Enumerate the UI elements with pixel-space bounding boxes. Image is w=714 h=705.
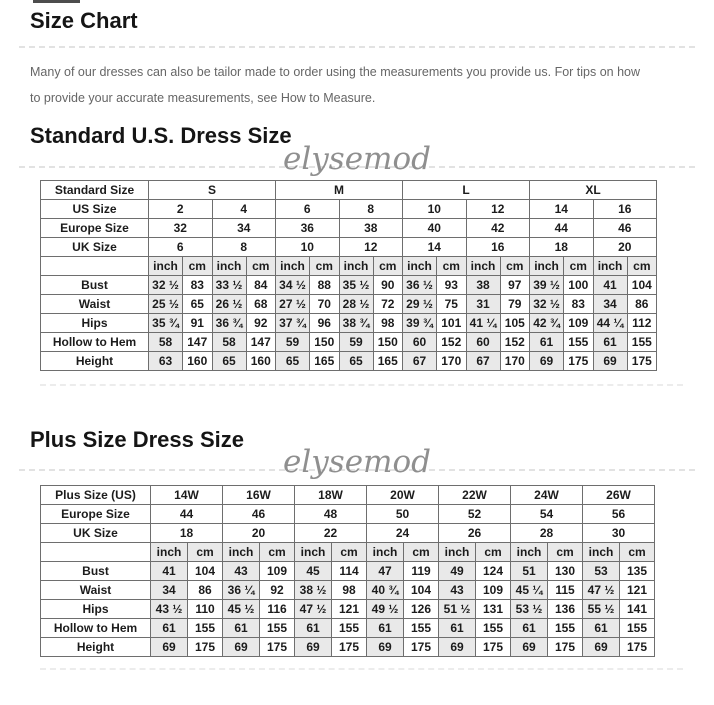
size-value-cell: 20 bbox=[593, 238, 657, 257]
plus-section-heading: Plus Size Dress Size bbox=[30, 427, 244, 452]
size-value-cell: 42 bbox=[466, 219, 530, 238]
unit-header-cell: cm bbox=[246, 257, 276, 276]
measure-value-cell: 101 bbox=[437, 314, 467, 333]
measure-value-cell: 88 bbox=[310, 276, 340, 295]
size-value-cell: 52 bbox=[439, 505, 511, 524]
unit-header-cell: cm bbox=[548, 543, 583, 562]
measure-value-cell: 26 ½ bbox=[212, 295, 246, 314]
standard-section-heading: Standard U.S. Dress Size bbox=[30, 123, 292, 148]
measure-value-cell: 55 ½ bbox=[583, 600, 620, 619]
measure-value-cell: 58 bbox=[149, 333, 183, 352]
empty-corner-cell bbox=[41, 543, 151, 562]
measure-value-cell: 83 bbox=[564, 295, 594, 314]
row-label-cell: Height bbox=[41, 638, 151, 657]
size-value-cell: 46 bbox=[593, 219, 657, 238]
size-value-cell: 38 bbox=[339, 219, 403, 238]
measure-value-cell: 116 bbox=[260, 600, 295, 619]
measure-value-cell: 155 bbox=[476, 619, 511, 638]
size-value-cell: 44 bbox=[151, 505, 223, 524]
measure-value-cell: 65 bbox=[339, 352, 373, 371]
measure-value-cell: 32 ½ bbox=[149, 276, 183, 295]
size-value-cell: 16 bbox=[466, 238, 530, 257]
unit-header-cell: inch bbox=[212, 257, 246, 276]
measure-row bbox=[41, 562, 655, 581]
page-title: Size Chart bbox=[30, 8, 138, 33]
unit-header-cell: inch bbox=[339, 257, 373, 276]
measure-value-cell: 36 ¾ bbox=[212, 314, 246, 333]
unit-header-cell: inch bbox=[439, 543, 476, 562]
measure-value-cell: 35 ¾ bbox=[149, 314, 183, 333]
intro-suffix: . bbox=[371, 91, 376, 105]
measure-value-cell: 69 bbox=[583, 638, 620, 657]
measure-value-cell: 45 ¼ bbox=[511, 581, 548, 600]
size-value-cell: 10 bbox=[276, 238, 340, 257]
size-row bbox=[41, 524, 655, 543]
unit-header-row bbox=[41, 257, 657, 276]
measure-value-cell: 112 bbox=[627, 314, 657, 333]
size-value-cell: 4 bbox=[212, 200, 276, 219]
measure-value-cell: 150 bbox=[310, 333, 340, 352]
measure-value-cell: 175 bbox=[188, 638, 223, 657]
measure-value-cell: 63 bbox=[149, 352, 183, 371]
unit-header-cell: cm bbox=[373, 257, 403, 276]
row-label-cell: Standard Size bbox=[41, 181, 149, 200]
measure-value-cell: 109 bbox=[260, 562, 295, 581]
measure-value-cell: 175 bbox=[476, 638, 511, 657]
row-label-cell: UK Size bbox=[41, 238, 149, 257]
measure-value-cell: 47 bbox=[367, 562, 404, 581]
measure-value-cell: 175 bbox=[332, 638, 367, 657]
measure-row bbox=[41, 600, 655, 619]
measure-value-cell: 86 bbox=[188, 581, 223, 600]
measure-value-cell: 90 bbox=[373, 276, 403, 295]
row-label-cell: Plus Size (US) bbox=[41, 486, 151, 505]
size-value-cell: 34 bbox=[212, 219, 276, 238]
size-value-cell: XL bbox=[530, 181, 657, 200]
size-value-cell: 24W bbox=[511, 486, 583, 505]
measure-value-cell: 68 bbox=[246, 295, 276, 314]
size-value-cell: 16 bbox=[593, 200, 657, 219]
measure-value-cell: 69 bbox=[367, 638, 404, 657]
measure-value-cell: 155 bbox=[548, 619, 583, 638]
measure-value-cell: 155 bbox=[627, 333, 657, 352]
unit-header-cell: cm bbox=[476, 543, 511, 562]
measure-value-cell: 28 ½ bbox=[339, 295, 373, 314]
measure-value-cell: 34 ½ bbox=[276, 276, 310, 295]
size-value-cell: 32 bbox=[149, 219, 213, 238]
size-value-cell: 26 bbox=[439, 524, 511, 543]
measure-value-cell: 31 bbox=[466, 295, 500, 314]
unit-header-cell: inch bbox=[151, 543, 188, 562]
size-value-cell: 36 bbox=[276, 219, 340, 238]
measure-value-cell: 152 bbox=[500, 333, 530, 352]
unit-header-cell: cm bbox=[627, 257, 657, 276]
divider bbox=[40, 668, 683, 670]
measure-value-cell: 175 bbox=[260, 638, 295, 657]
size-value-cell: 50 bbox=[367, 505, 439, 524]
measure-value-cell: 147 bbox=[183, 333, 213, 352]
measure-value-cell: 155 bbox=[404, 619, 439, 638]
measure-value-cell: 67 bbox=[403, 352, 437, 371]
measure-value-cell: 93 bbox=[437, 276, 467, 295]
measure-row bbox=[41, 352, 657, 371]
measure-value-cell: 39 ¾ bbox=[403, 314, 437, 333]
measure-value-cell: 165 bbox=[310, 352, 340, 371]
measure-row bbox=[41, 333, 657, 352]
unit-header-cell: cm bbox=[564, 257, 594, 276]
size-row bbox=[41, 181, 657, 200]
measure-value-cell: 36 ½ bbox=[403, 276, 437, 295]
measure-row bbox=[41, 638, 655, 657]
unit-header-cell: inch bbox=[223, 543, 260, 562]
measure-value-cell: 175 bbox=[564, 352, 594, 371]
measure-value-cell: 61 bbox=[367, 619, 404, 638]
size-value-cell: 22 bbox=[295, 524, 367, 543]
measure-value-cell: 60 bbox=[403, 333, 437, 352]
unit-header-cell: cm bbox=[620, 543, 655, 562]
size-value-cell: 24 bbox=[367, 524, 439, 543]
unit-header-cell: cm bbox=[404, 543, 439, 562]
measure-value-cell: 92 bbox=[246, 314, 276, 333]
size-value-cell: 30 bbox=[583, 524, 655, 543]
unit-header-cell: cm bbox=[310, 257, 340, 276]
measure-value-cell: 69 bbox=[511, 638, 548, 657]
measure-value-cell: 61 bbox=[583, 619, 620, 638]
size-value-cell: 56 bbox=[583, 505, 655, 524]
measure-value-cell: 60 bbox=[466, 333, 500, 352]
measure-value-cell: 43 bbox=[223, 562, 260, 581]
measure-value-cell: 44 ¼ bbox=[593, 314, 627, 333]
measure-value-cell: 69 bbox=[439, 638, 476, 657]
measure-value-cell: 147 bbox=[246, 333, 276, 352]
measure-value-cell: 53 bbox=[583, 562, 620, 581]
size-value-cell: 18 bbox=[151, 524, 223, 543]
measure-row bbox=[41, 314, 657, 333]
size-value-cell: 10 bbox=[403, 200, 467, 219]
measure-value-cell: 36 ¼ bbox=[223, 581, 260, 600]
size-value-cell: 8 bbox=[339, 200, 403, 219]
measure-value-cell: 155 bbox=[188, 619, 223, 638]
size-row bbox=[41, 219, 657, 238]
unit-header-cell: inch bbox=[403, 257, 437, 276]
measure-value-cell: 155 bbox=[332, 619, 367, 638]
measure-value-cell: 38 ¾ bbox=[339, 314, 373, 333]
size-value-cell: 2 bbox=[149, 200, 213, 219]
measure-value-cell: 69 bbox=[530, 352, 564, 371]
measure-value-cell: 115 bbox=[548, 581, 583, 600]
size-value-cell: 46 bbox=[223, 505, 295, 524]
measure-value-cell: 152 bbox=[437, 333, 467, 352]
unit-header-cell: inch bbox=[530, 257, 564, 276]
unit-header-cell: cm bbox=[332, 543, 367, 562]
unit-header-cell: cm bbox=[500, 257, 530, 276]
measure-value-cell: 40 ¾ bbox=[367, 581, 404, 600]
measure-value-cell: 42 ¾ bbox=[530, 314, 564, 333]
measure-value-cell: 75 bbox=[437, 295, 467, 314]
unit-header-cell: inch bbox=[149, 257, 183, 276]
measure-value-cell: 104 bbox=[627, 276, 657, 295]
divider bbox=[40, 384, 683, 386]
measure-value-cell: 104 bbox=[404, 581, 439, 600]
size-value-cell: 22W bbox=[439, 486, 511, 505]
measure-value-cell: 69 bbox=[151, 638, 188, 657]
size-row bbox=[41, 505, 655, 524]
measure-value-cell: 59 bbox=[276, 333, 310, 352]
plus-size-table bbox=[40, 485, 655, 657]
measure-value-cell: 39 ½ bbox=[530, 276, 564, 295]
measure-value-cell: 121 bbox=[332, 600, 367, 619]
measure-value-cell: 32 ½ bbox=[530, 295, 564, 314]
measure-value-cell: 84 bbox=[246, 276, 276, 295]
size-value-cell: 40 bbox=[403, 219, 467, 238]
row-label-cell: Hollow to Hem bbox=[41, 619, 151, 638]
measure-value-cell: 45 bbox=[295, 562, 332, 581]
row-label-cell: Bust bbox=[41, 276, 149, 295]
measure-value-cell: 59 bbox=[339, 333, 373, 352]
size-value-cell: 18 bbox=[530, 238, 594, 257]
measure-value-cell: 175 bbox=[620, 638, 655, 657]
unit-header-cell: inch bbox=[511, 543, 548, 562]
measure-value-cell: 175 bbox=[627, 352, 657, 371]
measure-value-cell: 105 bbox=[500, 314, 530, 333]
measure-value-cell: 104 bbox=[188, 562, 223, 581]
measure-value-cell: 109 bbox=[564, 314, 594, 333]
size-value-cell: L bbox=[403, 181, 530, 200]
measure-value-cell: 170 bbox=[500, 352, 530, 371]
measure-value-cell: 175 bbox=[404, 638, 439, 657]
measure-value-cell: 41 bbox=[593, 276, 627, 295]
measure-value-cell: 92 bbox=[260, 581, 295, 600]
measure-value-cell: 98 bbox=[373, 314, 403, 333]
intro-paragraph bbox=[30, 59, 652, 111]
measure-value-cell: 61 bbox=[511, 619, 548, 638]
unit-header-cell: cm bbox=[188, 543, 223, 562]
measure-value-cell: 67 bbox=[466, 352, 500, 371]
measure-value-cell: 38 ½ bbox=[295, 581, 332, 600]
measure-value-cell: 47 ½ bbox=[583, 581, 620, 600]
row-label-cell: Hips bbox=[41, 600, 151, 619]
measure-value-cell: 49 ½ bbox=[367, 600, 404, 619]
measure-value-cell: 150 bbox=[373, 333, 403, 352]
divider bbox=[19, 46, 695, 48]
measure-value-cell: 51 ½ bbox=[439, 600, 476, 619]
unit-header-cell: inch bbox=[593, 257, 627, 276]
measure-value-cell: 38 bbox=[466, 276, 500, 295]
row-label-cell: Waist bbox=[41, 581, 151, 600]
measure-value-cell: 131 bbox=[476, 600, 511, 619]
size-value-cell: 6 bbox=[276, 200, 340, 219]
size-value-cell: 14W bbox=[151, 486, 223, 505]
row-label-cell: Hips bbox=[41, 314, 149, 333]
measure-value-cell: 65 bbox=[183, 295, 213, 314]
measure-value-cell: 25 ½ bbox=[149, 295, 183, 314]
how-to-measure-link[interactable]: How to Measure bbox=[280, 91, 372, 105]
size-value-cell: 14 bbox=[530, 200, 594, 219]
measure-value-cell: 126 bbox=[404, 600, 439, 619]
measure-value-cell: 97 bbox=[500, 276, 530, 295]
measure-value-cell: 155 bbox=[564, 333, 594, 352]
size-value-cell: 12 bbox=[466, 200, 530, 219]
measure-value-cell: 79 bbox=[500, 295, 530, 314]
intro-text: Many of our dresses can also be tailor made to order using the measurements you provide us. For tips on how to provide your accurate measurements, see bbox=[30, 65, 641, 105]
size-row bbox=[41, 200, 657, 219]
size-value-cell: 6 bbox=[149, 238, 213, 257]
row-label-cell: Waist bbox=[41, 295, 149, 314]
measure-value-cell: 136 bbox=[548, 600, 583, 619]
measure-value-cell: 61 bbox=[530, 333, 564, 352]
size-value-cell: 26W bbox=[583, 486, 655, 505]
size-row bbox=[41, 486, 655, 505]
measure-value-cell: 96 bbox=[310, 314, 340, 333]
measure-value-cell: 160 bbox=[183, 352, 213, 371]
measure-value-cell: 41 bbox=[151, 562, 188, 581]
watermark-elysemod: elysemod bbox=[283, 141, 431, 177]
size-value-cell: 20W bbox=[367, 486, 439, 505]
measure-row bbox=[41, 276, 657, 295]
measure-value-cell: 160 bbox=[246, 352, 276, 371]
measure-value-cell: 61 bbox=[151, 619, 188, 638]
measure-value-cell: 170 bbox=[437, 352, 467, 371]
measure-value-cell: 86 bbox=[627, 295, 657, 314]
size-value-cell: 20 bbox=[223, 524, 295, 543]
size-row bbox=[41, 238, 657, 257]
size-value-cell: 12 bbox=[339, 238, 403, 257]
measure-value-cell: 165 bbox=[373, 352, 403, 371]
measure-value-cell: 119 bbox=[404, 562, 439, 581]
measure-value-cell: 61 bbox=[439, 619, 476, 638]
size-value-cell: 44 bbox=[530, 219, 594, 238]
measure-value-cell: 109 bbox=[476, 581, 511, 600]
measure-value-cell: 155 bbox=[260, 619, 295, 638]
unit-header-row bbox=[41, 543, 655, 562]
measure-value-cell: 37 ¾ bbox=[276, 314, 310, 333]
unit-header-cell: inch bbox=[367, 543, 404, 562]
measure-value-cell: 110 bbox=[188, 600, 223, 619]
measure-value-cell: 61 bbox=[223, 619, 260, 638]
measure-value-cell: 124 bbox=[476, 562, 511, 581]
size-value-cell: 28 bbox=[511, 524, 583, 543]
measure-value-cell: 69 bbox=[295, 638, 332, 657]
measure-value-cell: 141 bbox=[620, 600, 655, 619]
unit-header-cell: inch bbox=[276, 257, 310, 276]
size-value-cell: M bbox=[276, 181, 403, 200]
measure-value-cell: 41 ¼ bbox=[466, 314, 500, 333]
measure-value-cell: 34 bbox=[593, 295, 627, 314]
unit-header-cell: inch bbox=[295, 543, 332, 562]
measure-value-cell: 91 bbox=[183, 314, 213, 333]
row-label-cell: US Size bbox=[41, 200, 149, 219]
measure-value-cell: 155 bbox=[620, 619, 655, 638]
unit-header-cell: inch bbox=[583, 543, 620, 562]
unit-header-cell: cm bbox=[260, 543, 295, 562]
size-value-cell: 14 bbox=[403, 238, 467, 257]
row-label-cell: UK Size bbox=[41, 524, 151, 543]
divider bbox=[19, 469, 695, 471]
watermark-elysemod: elysemod bbox=[283, 444, 431, 480]
measure-value-cell: 53 ½ bbox=[511, 600, 548, 619]
measure-value-cell: 61 bbox=[295, 619, 332, 638]
unit-header-cell: cm bbox=[183, 257, 213, 276]
measure-value-cell: 47 ½ bbox=[295, 600, 332, 619]
size-value-cell: 54 bbox=[511, 505, 583, 524]
measure-value-cell: 51 bbox=[511, 562, 548, 581]
measure-value-cell: 49 bbox=[439, 562, 476, 581]
measure-value-cell: 43 bbox=[439, 581, 476, 600]
unit-header-cell: inch bbox=[466, 257, 500, 276]
measure-value-cell: 58 bbox=[212, 333, 246, 352]
measure-value-cell: 70 bbox=[310, 295, 340, 314]
measure-value-cell: 175 bbox=[548, 638, 583, 657]
measure-value-cell: 69 bbox=[223, 638, 260, 657]
row-label-cell: Height bbox=[41, 352, 149, 371]
size-value-cell: 8 bbox=[212, 238, 276, 257]
measure-row bbox=[41, 619, 655, 638]
measure-value-cell: 27 ½ bbox=[276, 295, 310, 314]
measure-value-cell: 121 bbox=[620, 581, 655, 600]
size-value-cell: 48 bbox=[295, 505, 367, 524]
row-label-cell: Europe Size bbox=[41, 219, 149, 238]
measure-value-cell: 65 bbox=[276, 352, 310, 371]
measure-value-cell: 34 bbox=[151, 581, 188, 600]
measure-value-cell: 61 bbox=[593, 333, 627, 352]
row-label-cell: Europe Size bbox=[41, 505, 151, 524]
measure-value-cell: 35 ½ bbox=[339, 276, 373, 295]
size-value-cell: 18W bbox=[295, 486, 367, 505]
row-label-cell: Hollow to Hem bbox=[41, 333, 149, 352]
measure-value-cell: 114 bbox=[332, 562, 367, 581]
measure-value-cell: 130 bbox=[548, 562, 583, 581]
measure-value-cell: 100 bbox=[564, 276, 594, 295]
size-value-cell: 16W bbox=[223, 486, 295, 505]
measure-value-cell: 135 bbox=[620, 562, 655, 581]
measure-value-cell: 43 ½ bbox=[151, 600, 188, 619]
measure-value-cell: 65 bbox=[212, 352, 246, 371]
divider bbox=[19, 166, 695, 168]
measure-value-cell: 29 ½ bbox=[403, 295, 437, 314]
measure-value-cell: 83 bbox=[183, 276, 213, 295]
unit-header-cell: cm bbox=[437, 257, 467, 276]
size-value-cell: S bbox=[149, 181, 276, 200]
row-label-cell: Bust bbox=[41, 562, 151, 581]
measure-value-cell: 69 bbox=[593, 352, 627, 371]
measure-value-cell: 33 ½ bbox=[212, 276, 246, 295]
measure-value-cell: 72 bbox=[373, 295, 403, 314]
measure-row bbox=[41, 581, 655, 600]
empty-corner-cell bbox=[41, 257, 149, 276]
measure-value-cell: 45 ½ bbox=[223, 600, 260, 619]
measure-value-cell: 98 bbox=[332, 581, 367, 600]
cropped-element-remnant bbox=[33, 0, 80, 3]
standard-size-table bbox=[40, 180, 657, 371]
measure-row bbox=[41, 295, 657, 314]
